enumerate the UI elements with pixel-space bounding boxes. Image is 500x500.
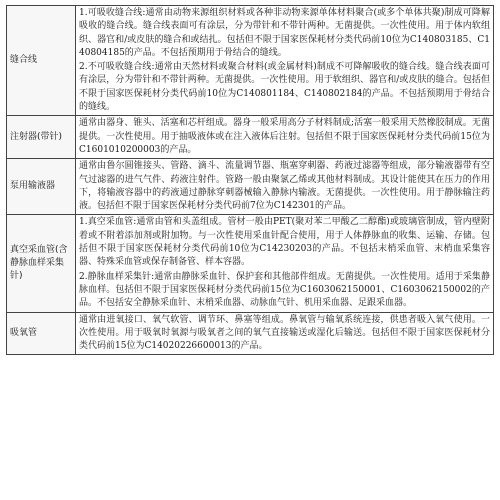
table-row-pump-infusion-set [7,159,494,215]
row-name-cell: 缝合线 [7,6,76,116]
row-description-cell [76,116,494,159]
row-description-cell [76,215,494,312]
table-row-syringe [7,116,494,159]
row-name-cell: 注射器(带针) [7,116,76,159]
description-paragraph: 1.可吸收缝合线:通常由动物来源组织材料或各种非动物来源单体材料聚合(或多个单体共聚)制成可降解吸收的缝合线。缝合线表面可有涂层，分为带针和不带针两种。无菌提供。一次性使用。用于体内软组织、器官和/或皮肤的缝合和或结扎。包括但不限于国家医保耗材分类代码前10位为C140803185、C140804185的产品。不包括预期用于骨结合的缝线。 [79,8,490,58]
row-description-cell [76,6,494,116]
row-name-cell: 泵用输液器 [7,159,76,215]
table-row-vacuum-blood-tube [7,215,494,312]
device-spec-table [6,5,494,355]
table-row-oxygen-tube [7,312,494,355]
description-paragraph: 通常由器身、锥头、活塞和芯杆组成。器身一般采用高分子材料制成;活塞一般采用天然橡胶制成。无菌提供。一次性使用。用于抽吸液体或在注入液体后注射。包括但不限于国家医保耗材分类代码前15位为C1601010200003的产品。 [79,118,490,155]
row-name-cell: 真空采血管(含静脉血样采集针) [7,215,76,312]
description-paragraph: 通常由鲁尔圆锥接头、管路、滴斗、流量调节器、瓶塞穿刺器、药液过滤器等组成，部分输液器带有空气过滤器的进气气件、药液注射件。管路一般由聚氯乙烯或其他材料制成。其设计能使其在压力的作用下，将输液容器中的药液通过静脉穿刺器械输入静脉内输液。无菌提供。一次性使用。用于静脉输注药液。包括但不限于国家医保耗材分类代码前7位为C142301的产品。 [79,161,490,212]
description-paragraph: 2.不可吸收缝合线:通常由天然材料或聚合材料(或金属材料)制成不可降解吸收的缝合线。缝合线表面可有涂层，分为带针和不带针两种。无菌提供。一次性使用。用于软组织、器官和/或皮肤的缝合。包括但不限于国家医保耗材分类代码前10位为C140801184、C140802184的产品。不包括预期用于骨结合的缝线。 [79,62,490,113]
table-row-suture [7,6,494,116]
spec-table-container [6,5,494,355]
row-description-cell [76,159,494,215]
description-paragraph: 1.真空采血管:通常由管和头盖组成。管材一般由PET(聚对苯二甲酸乙二醇酯)或玻璃管制成，管内壁附着或不附着添加剂或附加物。与一次性使用采血针配合使用，用于人体静脉血的收集、运输、存储。包括但不限于国家医保耗材分类代码前10位为C14230203的产品。不包括末梢采血管、末梢血采集容器、特殊采血管或保存制备管、样本容器。 [79,217,490,268]
description-paragraph: 通常由进氧接口、氧气软管、调节环、鼻塞等组成。鼻氧管与输氧系统连接，供患者吸入氧气使用。一次性使用。用于吸氧时氧源与吸氧者之间的氧气直接输送或湿化后输送。包括但不限于国家医保耗材分类代码前15位为C14020226600013的产品。 [79,314,490,352]
row-description-cell [76,312,494,355]
row-name-cell: 吸氧管 [7,312,76,355]
description-paragraph: 2.静脉血样采集针:通常由静脉采血针、保护套和其他部件组成。无菌提供。一次性使用。适用于采集静脉血样。包括但不限于国家医保耗材分类代码前15位为C1603062150001、C1603062150002的产品。不包括安全静脉采血针、末梢采血器、动脉血气针、机用采血器、足跟采血器。 [79,271,490,309]
